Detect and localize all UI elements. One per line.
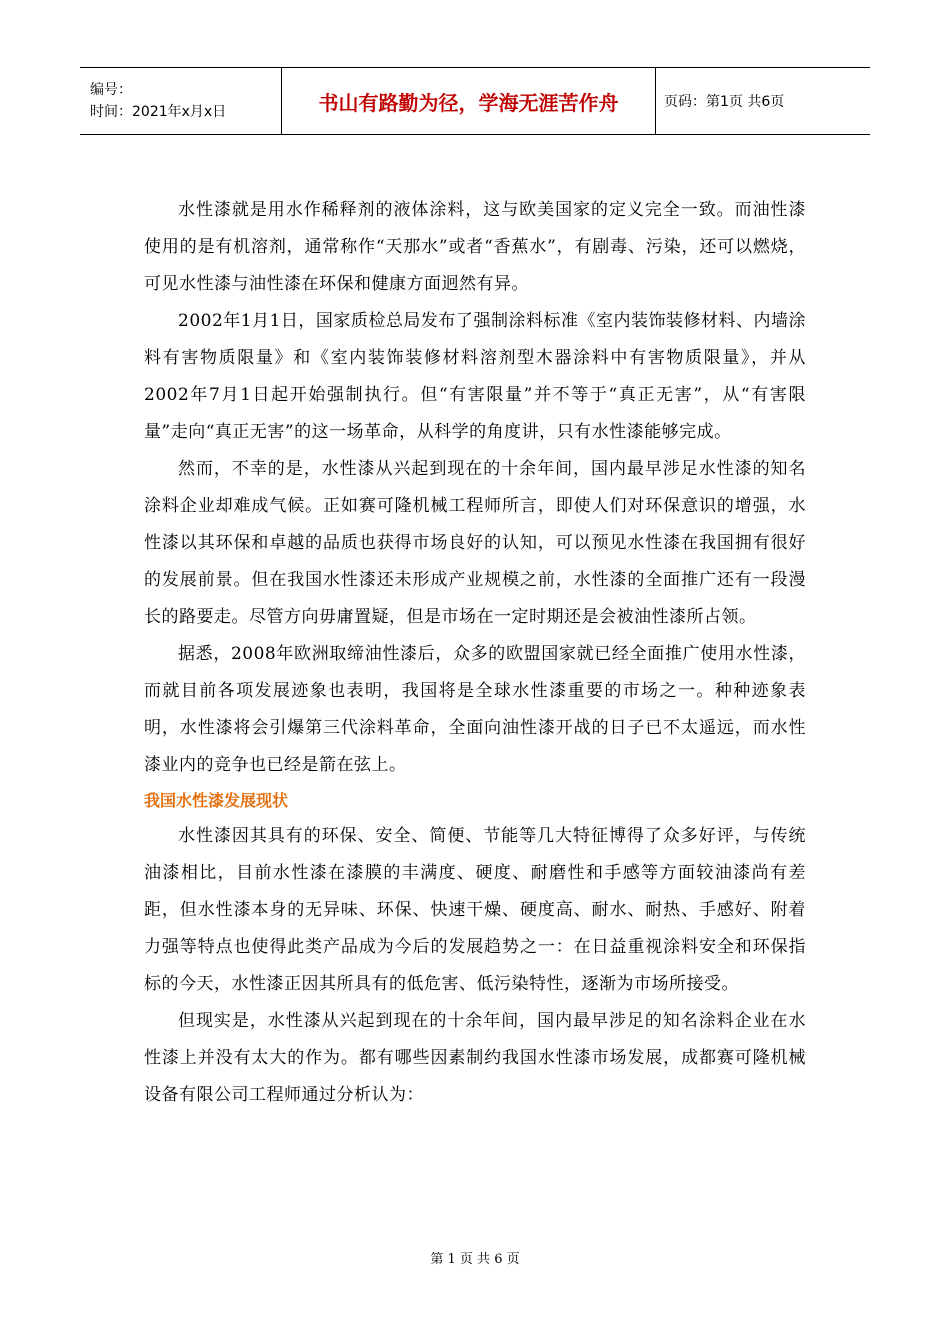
page-header [80,67,870,135]
paragraph: 但现实是，水性漆从兴起到现在的十余年间，国内最早涉足的知名涂料企业在水性漆上并没有太大的作为。都有哪些因素制约我国水性漆市场发展，成都赛可隆机械设备有限公司工程师通过分析认为： [144,1011,806,1105]
paragraph: 水性漆因其具有的环保、安全、简便、节能等几大特征博得了众多好评，与传统油漆相比，目前水性漆在漆膜的丰满度、硬度、耐磨性和手感等方面较油漆尚有差距，但水性漆本身的无异味、环保、快速干燥、硬度高、耐水、耐热、手感好、附着力强等特点也使得此类产品成为今后的发展趋势之一：在日益重视涂料安全和环保指标的今天，水性漆正因其所具有的低危害、低污染特性，逐渐为市场所接受。 [144,826,806,994]
paragraph: 据悉，2008年欧洲取缔油性漆后，众多的欧盟国家就已经全面推广使用水性漆，而就目前各项发展迹象也表明，我国将是全球水性漆重要的市场之一。种种迹象表明，水性漆将会引爆第三代涂料革命，全面向油性漆开战的日子已不太遥远，而水性漆业内的竞争也已经是箭在弦上。 [144,644,806,775]
page-footer: 第 1 页 共 6 页 [430,1252,520,1267]
document-date: 时间：2021年x月x日 [90,104,227,120]
document-body [144,192,806,1114]
document-number: 编号： [90,82,132,98]
paragraph: 然而，不幸的是，水性漆从兴起到现在的十余年间，国内最早涉足水性漆的知名涂料企业却难成气候。正如赛可隆机械工程师所言，即使人们对环保意识的增强，水性漆以其环保和卓越的品质也获得市场良好的认知，可以预见水性漆在我国拥有很好的发展前景。但在我国水性漆还未形成产业规模之前，水性漆的全面推广还有一段漫长的路要走。尽管方向毋庸置疑，但是市场在一定时期还是会被油性漆所占领。 [144,459,806,627]
header-motto-cell [282,68,656,134]
header-motto: 书山有路勤为径，学海无涯苦作舟 [318,90,619,115]
paragraph: 2002年1月1日，国家质检总局发布了强制涂料标准《室内装饰装修材料、内墙涂料有害物质限量》和《室内装饰装修材料溶剂型木器涂料中有害物质限量》，并从2002年7月1日起开始强制执行。但“有害限量”并不等于“真正无害”，从“有害限量”走向“真正无害”的这一场革命，从科学的角度讲，只有水性漆能够完成。 [144,311,806,442]
header-page-number: 页码：第1页 共6页 [664,94,785,110]
section-heading: 我国水性漆发展现状 [144,791,289,810]
paragraph: 水性漆就是用水作稀释剂的液体涂料，这与欧美国家的定义完全一致。而油性漆使用的是有机溶剂，通常称作“天那水”或者“香蕉水”，有剧毒、污染，还可以燃烧，可见水性漆与油性漆在环保和健康方面迥然有异。 [144,200,806,294]
header-meta [80,68,282,134]
